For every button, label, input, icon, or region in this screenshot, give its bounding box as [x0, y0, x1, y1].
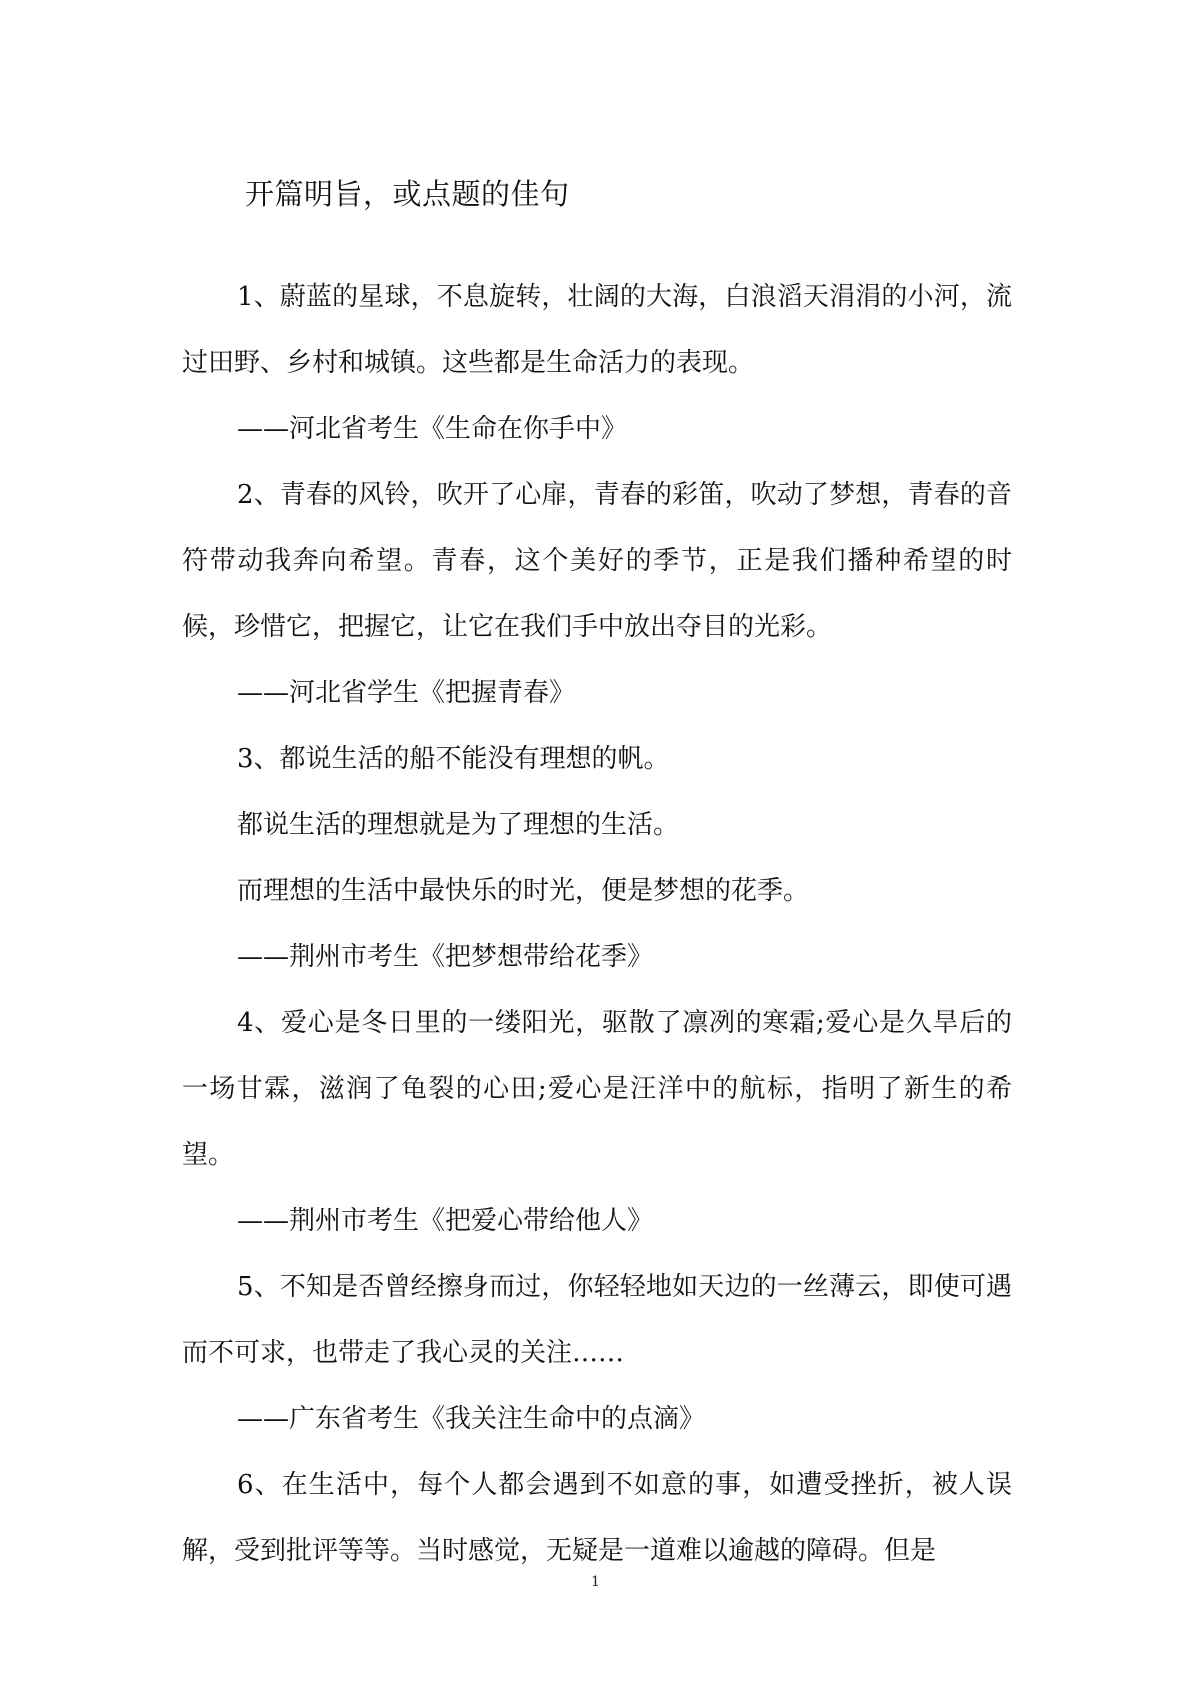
quote-paragraph: 2、青春的风铃，吹开了心扉，青春的彩笛，吹动了梦想，青春的音符带动我奔向希望。青春，这个美好的季节，正是我们播种希望的时候，珍惜它，把握它，让它在我们手中放出夺目的光彩。	[182, 480, 1012, 642]
quote-attribution: ——广东省考生《我关注生命中的点滴》	[237, 1404, 706, 1434]
quote-paragraph: 6、在生活中，每个人都会遇到不如意的事，如遭受挫折，被人误解，受到批评等等。当时感觉，无疑是一道难以逾越的障碍。但是	[182, 1470, 1012, 1566]
document-title: 开篇明旨，或点题的佳句	[245, 177, 570, 211]
quote-paragraph: 5、不知是否曾经擦身而过，你轻轻地如天边的一丝薄云，即使可遇而不可求，也带走了我心灵的关注……	[182, 1272, 1012, 1368]
quote-paragraph: 3、都说生活的船不能没有理想的帆。	[237, 744, 670, 774]
quote-attribution: ——河北省考生《生命在你手中》	[237, 414, 628, 444]
quote-paragraph: 而理想的生活中最快乐的时光，便是梦想的花季。	[237, 876, 810, 906]
quote-paragraph: 1、蔚蓝的星球，不息旋转，壮阔的大海，白浪滔天涓涓的小河，流过田野、乡村和城镇。这些都是生命活力的表现。	[182, 282, 1012, 378]
quote-paragraph: 都说生活的理想就是为了理想的生活。	[237, 810, 680, 840]
quote-paragraph: 4、爱心是冬日里的一缕阳光，驱散了凛冽的寒霜;爱心是久旱后的一场甘霖，滋润了龟裂的心田;爱心是汪洋中的航标，指明了新生的希望。	[182, 1008, 1012, 1170]
page-number: 1	[591, 1574, 600, 1590]
quote-attribution: ——荆州市考生《把梦想带给花季》	[237, 942, 654, 972]
quote-attribution: ——荆州市考生《把爱心带给他人》	[237, 1206, 654, 1236]
quote-attribution: ——河北省学生《把握青春》	[237, 678, 576, 708]
document-body	[182, 264, 1012, 1584]
